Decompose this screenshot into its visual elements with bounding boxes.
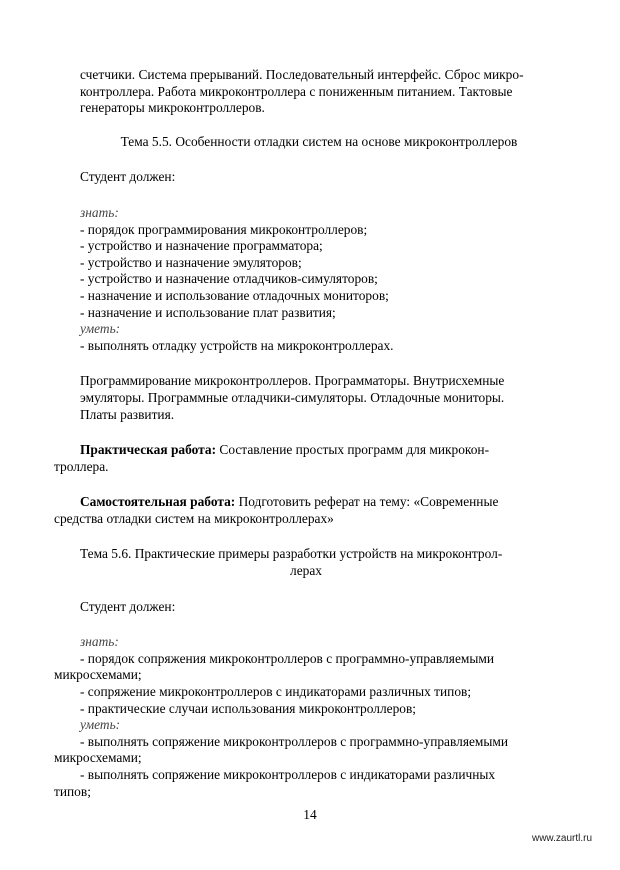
- can-label: уметь:: [80, 321, 121, 337]
- can-item: - выполнять сопряжение микроконтроллеров с индикаторами различных: [80, 767, 496, 782]
- know-item: - назначение и использование плат развития;: [80, 304, 336, 320]
- know-item: - назначение и использование отладочных мониторов;: [80, 287, 389, 303]
- know-label: знать:: [80, 204, 119, 220]
- content-line-2: эмуляторы. Программные отладчики-симуляторы. Отладочные мониторы.: [80, 389, 505, 405]
- independent-label: Самостоятельная работа:: [80, 494, 236, 510]
- know-label: знать:: [80, 634, 119, 650]
- know-item: - порядок сопряжения микроконтроллеров с программно-управляемыми: [80, 650, 495, 666]
- independent-work-cont: средства отладки систем на микроконтроллерах»: [54, 510, 334, 526]
- know-item: - практические случаи использования микроконтроллеров;: [80, 700, 417, 716]
- can-item: - выполнять сопряжение микроконтроллеров с программно-управляемыми: [80, 733, 509, 749]
- paragraph-intro: [80, 67, 558, 117]
- know-item: - устройство и назначение эмуляторов;: [80, 254, 302, 270]
- practical-work-cont: троллера.: [54, 458, 109, 474]
- content-line-1: Программирование микроконтроллеров. Программаторы. Внутрисхемные: [80, 373, 505, 389]
- content-line-3: Платы развития.: [80, 406, 175, 422]
- intro-line-1: счетчики. Система прерываний. Последовательный интерфейс. Сброс микро-: [80, 67, 524, 82]
- intro-line-2: контроллера. Работа микроконтроллера с пониженным питанием. Тактовые: [80, 83, 513, 99]
- page-content: [54, 67, 558, 800]
- know-item: - устройство и назначение отладчиков-симуляторов;: [80, 271, 378, 287]
- student-must-label: Студент должен:: [80, 169, 176, 185]
- can-item: - выполнять отладку устройств на микроконтроллерах.: [80, 337, 394, 353]
- know-item: - устройство и назначение программатора;: [80, 238, 323, 254]
- practical-text: Составление простых программ для микрокон-: [216, 442, 490, 458]
- page-number: 14: [303, 807, 317, 822]
- can-item-cont: микросхемами;: [54, 750, 142, 766]
- independent-work: [80, 494, 558, 511]
- topic-5-5-title: Тема 5.5. Особенности отладки систем на основе микроконтроллеров: [120, 133, 518, 149]
- topic-content: [80, 373, 558, 423]
- know-item: - порядок программирования микроконтроллеров;: [80, 221, 368, 237]
- intro-line-3: генераторы микроконтроллеров.: [80, 100, 265, 116]
- can-item-cont: типов;: [54, 783, 91, 799]
- know-item: - сопряжение микроконтроллеров с индикаторами различных типов;: [80, 684, 472, 700]
- practical-label: Практическая работа:: [80, 442, 217, 458]
- site-watermark: www.zaurtl.ru: [531, 833, 592, 844]
- know-item-cont: микросхемами;: [54, 667, 142, 683]
- student-must-label: Студент должен:: [80, 598, 176, 614]
- practical-work: [80, 442, 558, 459]
- topic-5-6-title-cont: лерах: [290, 563, 322, 579]
- can-label: уметь:: [80, 717, 121, 733]
- independent-text: Подготовить реферат на тему: «Современные: [235, 494, 499, 510]
- topic-5-6-title: Тема 5.6. Практические примеры разработки устройств на микроконтрол-: [80, 546, 503, 562]
